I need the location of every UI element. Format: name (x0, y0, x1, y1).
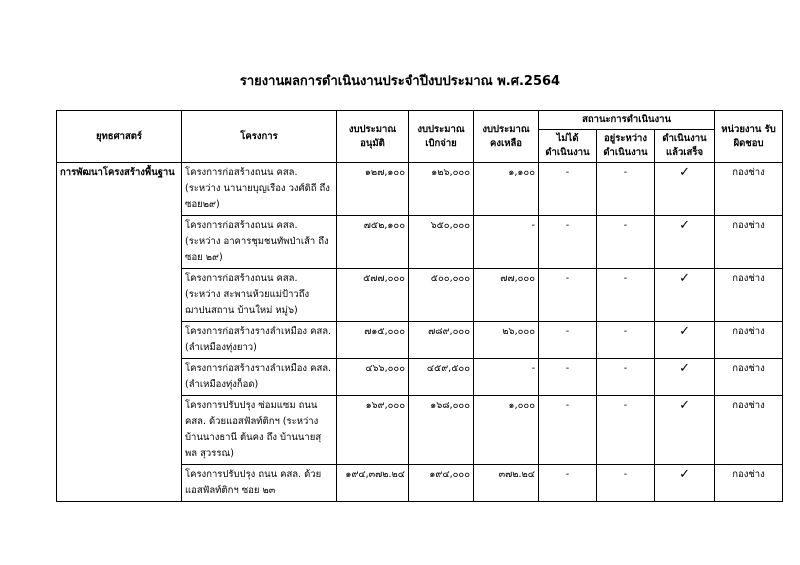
check-icon: ✓ (655, 359, 715, 396)
status-not-started-cell: - (539, 322, 597, 359)
check-icon: ✓ (655, 322, 715, 359)
status-not-started-cell: - (539, 359, 597, 396)
responsible-unit-cell: กองช่าง (715, 163, 783, 216)
status-in-progress-cell: - (597, 163, 655, 216)
check-icon: ✓ (655, 163, 715, 216)
budget-spent-cell: ๑๖๘,๐๐๐ (409, 396, 474, 465)
budget-approved-cell: ๔๖๖,๐๐๐ (337, 359, 409, 396)
status-not-started-cell: - (539, 269, 597, 322)
header-budget-spent: งบประมาณ เบิกจ่าย (409, 111, 474, 163)
budget-remaining-cell: ๑,๑๐๐ (474, 163, 539, 216)
check-icon: ✓ (655, 396, 715, 465)
header-project: โครงการ (182, 111, 337, 163)
project-cell: โครงการปรับปรุง ถนน คสล. ด้วย แอสฟัลท์ติกฯ ซอย ๒๓ (182, 465, 337, 502)
budget-remaining-cell: ๒๖,๐๐๐ (474, 322, 539, 359)
responsible-unit-cell: กองช่าง (715, 322, 783, 359)
check-icon: ✓ (655, 216, 715, 269)
page-title: รายงานผลการดำเนินงานประจำปีงบประมาณ พ.ศ.2564 (239, 74, 561, 89)
status-not-started-cell: - (539, 163, 597, 216)
table-row (57, 163, 783, 216)
budget-spent-cell: ๖๕๐,๐๐๐ (409, 216, 474, 269)
strategy-cell: การพัฒนาโครงสร้างพื้นฐาน (57, 163, 182, 502)
responsible-unit-cell: กองช่าง (715, 216, 783, 269)
project-cell: โครงการก่อสร้างรางลำเหมือง คสล. (ลำเหมืองทุ่งก็อด) (182, 359, 337, 396)
status-in-progress-cell: - (597, 322, 655, 359)
budget-spent-cell: ๗๘๙,๐๐๐ (409, 322, 474, 359)
budget-spent-cell: ๕๐๐,๐๐๐ (409, 269, 474, 322)
header-row (57, 111, 783, 130)
budget-approved-cell: ๑๒๗,๑๐๐ (337, 163, 409, 216)
responsible-unit-cell: กองช่าง (715, 269, 783, 322)
header-budget-remaining: งบประมาณ คงเหลือ (474, 111, 539, 163)
header-status-in-progress: อยู่ระหว่าง ดำเนินงาน (597, 130, 655, 163)
budget-remaining-cell: ๑,๐๐๐ (474, 396, 539, 465)
project-cell: โครงการก่อสร้างถนน คสล. (ระหว่าง สะพานห้วยแม่ป้าวถึง ฌาปนสถาน บ้านใหม่ หมู่๖) (182, 269, 337, 322)
status-not-started-cell: - (539, 465, 597, 502)
header-status-completed: ดำเนินงาน แล้วเสร็จ (655, 130, 715, 163)
budget-remaining-cell: - (474, 359, 539, 396)
responsible-unit-cell: กองช่าง (715, 396, 783, 465)
project-cell: โครงการก่อสร้างรางลำเหมือง คสล. (ลำเหมืองทุ่งยาว) (182, 322, 337, 359)
status-in-progress-cell: - (597, 269, 655, 322)
budget-remaining-cell: ๓๗๒.๒๔ (474, 465, 539, 502)
budget-approved-cell: ๑๖๙,๐๐๐ (337, 396, 409, 465)
responsible-unit-cell: กองช่าง (715, 465, 783, 502)
check-icon: ✓ (655, 465, 715, 502)
budget-approved-cell: ๗๕๒,๑๐๐ (337, 216, 409, 269)
budget-spent-cell: ๑๙๔,๐๐๐ (409, 465, 474, 502)
status-in-progress-cell: - (597, 465, 655, 502)
responsible-unit-cell: กองช่าง (715, 359, 783, 396)
budget-remaining-cell: ๗๗,๐๐๐ (474, 269, 539, 322)
header-responsible-unit: หน่วยงาน รับผิดชอบ (715, 111, 783, 163)
header-status-group: สถานะการดำเนินงาน (539, 111, 715, 130)
header-status-not-started: ไม่ได้ ดำเนินงาน (539, 130, 597, 163)
project-cell: โครงการปรับปรุง ซ่อมแซม ถนน คสล. ด้วยแอสฟัลท์ติกฯ (ระหว่าง บ้านนางธานี ต้นคง ถึง บ้านนายสุพล สุวรรณ) (182, 396, 337, 465)
status-in-progress-cell: - (597, 396, 655, 465)
budget-approved-cell: ๑๙๔,๓๗๒.๒๔ (337, 465, 409, 502)
budget-approved-cell: ๗๑๕,๐๐๐ (337, 322, 409, 359)
status-not-started-cell: - (539, 396, 597, 465)
budget-remaining-cell: - (474, 216, 539, 269)
project-cell: โครงการก่อสร้างถนน คสล. (ระหว่าง อาคารชุมชนทัพป่าเส้า ถึง ซอย ๒๙) (182, 216, 337, 269)
header-strategy: ยุทธศาสตร์ (57, 111, 182, 163)
status-in-progress-cell: - (597, 216, 655, 269)
report-table (56, 110, 783, 502)
header-budget-approved: งบประมาณ อนุมัติ (337, 111, 409, 163)
status-in-progress-cell: - (597, 359, 655, 396)
check-icon: ✓ (655, 269, 715, 322)
project-cell: โครงการก่อสร้างถนน คสล. (ระหว่าง นานายบุญเรือง วงศ์ดิถี ถึง ซอย๒๙) (182, 163, 337, 216)
status-not-started-cell: - (539, 216, 597, 269)
budget-spent-cell: ๔๕๙,๕๐๐ (409, 359, 474, 396)
budget-spent-cell: ๑๒๖,๐๐๐ (409, 163, 474, 216)
budget-approved-cell: ๕๗๗,๐๐๐ (337, 269, 409, 322)
